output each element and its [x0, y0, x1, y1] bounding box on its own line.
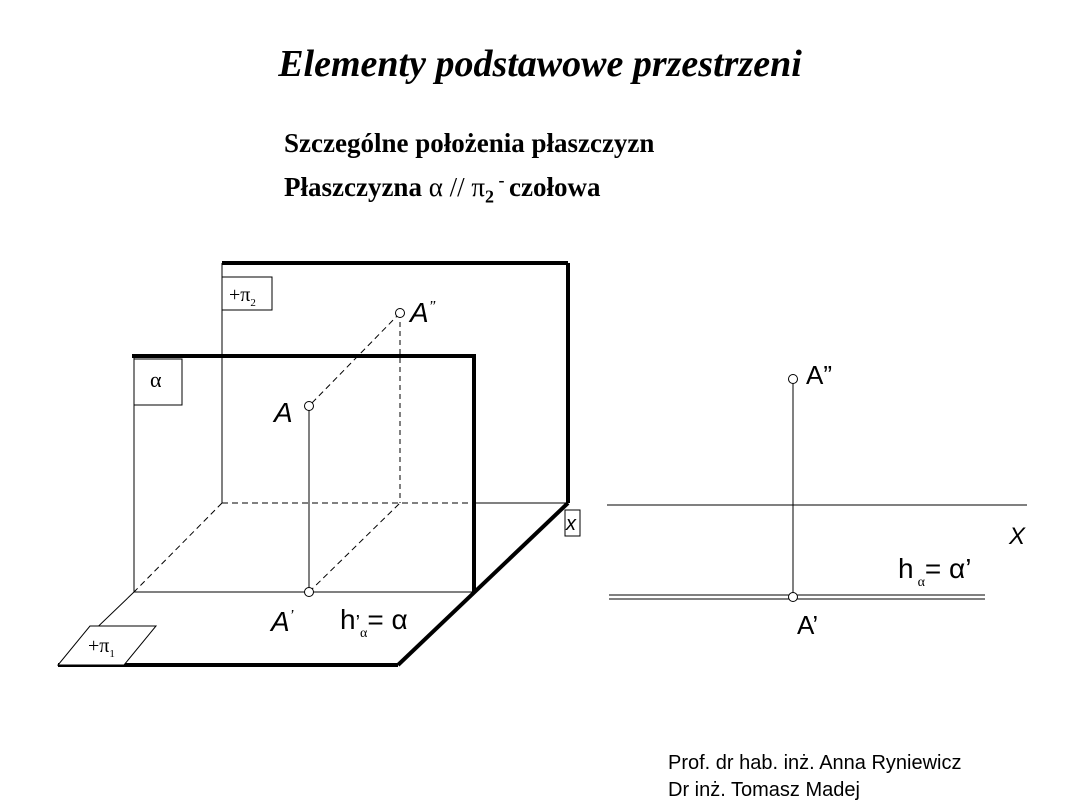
subtitle-prefix: Płaszczyzna: [284, 172, 429, 202]
proj-point-A2-label: A”: [806, 360, 832, 390]
projector-A2-to-A: [309, 313, 400, 406]
plane-alpha-label: α: [150, 367, 162, 392]
point-A1: [305, 588, 314, 597]
point-A-label: A: [274, 397, 293, 428]
plane-pi1-right-edge: [398, 503, 568, 665]
subtitle-pi: π: [471, 172, 486, 202]
proj-point-A2: [789, 375, 798, 384]
proj-axis-x-label: X: [1009, 523, 1026, 550]
proj-point-A1-label: A’: [797, 610, 819, 640]
point-A2: [396, 309, 405, 318]
subtitle-suffix: czołowa: [509, 172, 601, 202]
proj-point-A1: [789, 593, 798, 602]
page-title: Elementy podstawowe przestrzeni: [278, 43, 802, 85]
subtitle-line-1: Szczególne położenia płaszczyzn: [284, 128, 655, 158]
credits: [668, 750, 961, 804]
projector-A1-to-axis: [309, 503, 400, 592]
point-A1-label: A’: [271, 606, 294, 637]
proj-trace-h-label: h $_\alpha$= α’: [898, 553, 972, 590]
credit-line-2: Dr inż. Tomasz Madej: [668, 779, 860, 801]
subtitle-parallel: //: [442, 172, 472, 202]
plane-pi1-label: $+\pi_1$: [88, 635, 115, 660]
subtitle-pi-sub: 2: [485, 186, 495, 207]
point-A: [305, 402, 314, 411]
plane-pi2-label: $+\pi_2$: [229, 284, 256, 309]
axis-x-label: x: [566, 513, 576, 535]
trace-h-label: $h’_\alpha= \alpha$: [340, 604, 408, 641]
plane-pi1-left-edge-hidden: [134, 503, 222, 592]
subtitle-alpha: α: [428, 172, 443, 202]
subtitle-dash: -: [494, 170, 510, 190]
point-A2-label: A’’: [410, 297, 436, 328]
credit-line-1: Prof. dr hab. inż. Anna Ryniewicz: [668, 752, 962, 774]
